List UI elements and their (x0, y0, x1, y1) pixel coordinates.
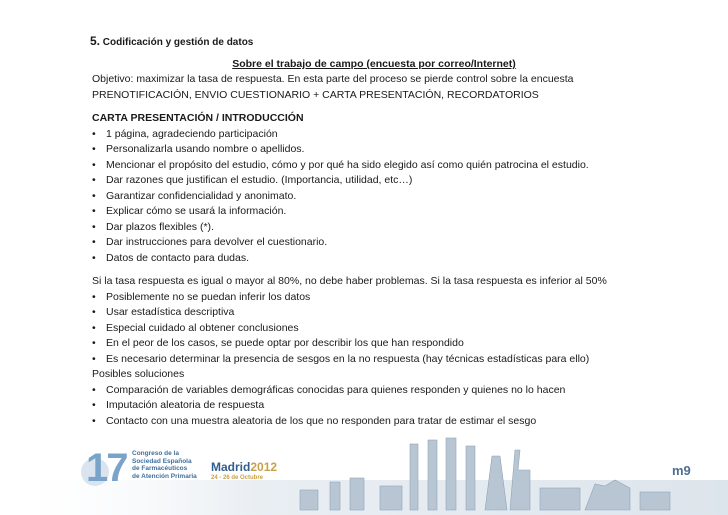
list-item (92, 398, 722, 414)
subtitle-text: Sobre el trabajo de campo (encuesta por correo/Internet) (232, 58, 516, 70)
tasa-intro: Si la tasa respuesta es igual o mayor al 80%, no debe haber problemas. Si la tasa respuesta es inferior al 50% (92, 275, 607, 287)
list-item-text: Comparación de variables demográficas conocidas para quienes responden y quienes no lo hacen (106, 383, 566, 396)
list-item-text: Datos de contacto para dudas. (106, 251, 250, 264)
list-item-text: 1 página, agradeciendo participación (106, 127, 278, 140)
list-item (92, 321, 722, 337)
list-item-text: Personalizarla usando nombre o apellidos. (106, 143, 305, 155)
bullet-icon: • (92, 236, 96, 248)
list-item-text: Dar razones que justifican el estudio. (Importancia, utilidad, etc…) (106, 174, 413, 186)
bullet-icon: • (92, 321, 96, 334)
bullet-icon: • (92, 189, 96, 202)
bullet-icon: • (92, 352, 96, 365)
congress-number (86, 446, 127, 491)
list-item (92, 127, 722, 143)
bullet-icon: • (92, 399, 96, 411)
slide-subtitle (0, 58, 728, 70)
bullet-icon: • (92, 337, 96, 349)
bullet-icon: • (92, 127, 96, 140)
list-item (92, 142, 722, 158)
soluciones-title: Posibles soluciones (92, 368, 185, 380)
list-item-text: En el peor de los casos, se puede optar por describir los que han respondido (106, 337, 464, 349)
list-item (92, 251, 722, 267)
bullet-icon: • (92, 306, 96, 318)
list-item-text: Es necesario determinar la presencia de sesgos en la no respuesta (hay técnicas estadísticas para ello) (106, 352, 590, 365)
event-dates: 24 - 26 de Octubre (211, 475, 264, 481)
sponsor-logo: m9 (672, 463, 691, 478)
intro-line-process: PRENOTIFICACIÓN, ENVIO CUESTIONARIO + CARTA PRESENTACIÓN, RECORDATORIOS (92, 88, 539, 101)
bullet-icon: • (92, 251, 96, 264)
list-item (92, 173, 722, 189)
slide-body (92, 72, 722, 429)
list-item-text: Garantizar confidencialidad y anonimato. (106, 189, 297, 202)
congress-line: Congreso de la (132, 450, 179, 457)
list-item (92, 383, 722, 399)
bullet-icon: • (92, 158, 96, 171)
list-item (92, 189, 722, 205)
list-item-text: Dar instrucciones para devolver el cuestionario. (106, 236, 328, 248)
carta-title: CARTA PRESENTACIÓN / INTRODUCCIÓN (92, 112, 304, 124)
list-item (92, 352, 722, 368)
slide-heading (90, 34, 253, 48)
list-item-text: Imputación aleatoria de respuesta (106, 399, 265, 411)
congress-number-text: 17 (86, 446, 127, 490)
list-item (92, 158, 722, 174)
list-item (92, 235, 722, 251)
bullet-icon: • (92, 205, 96, 217)
congress-line: Sociedad Española (132, 457, 192, 465)
event-city (211, 460, 277, 474)
bullet-icon: • (92, 383, 96, 396)
list-item-text: Usar estadística descriptiva (106, 306, 235, 318)
list-item (92, 204, 722, 220)
bullet-icon: • (92, 174, 96, 186)
year-text: 2012 (250, 460, 278, 474)
list-item (92, 220, 722, 236)
congress-name (132, 450, 197, 480)
list-item (92, 414, 722, 430)
heading-text: Codificación y gestión de datos (102, 37, 254, 48)
list-item-text: Explicar cómo se usará la información. (106, 205, 287, 217)
list-item (92, 290, 722, 306)
list-item-text: Dar plazos flexibles (*). (106, 220, 214, 233)
congress-line: de Farmacéuticos (132, 465, 188, 473)
list-item-text: Mencionar el propósito del estudio, cómo y por qué ha sido elegido así como quién patrocina el estudio. (106, 158, 589, 171)
list-item (92, 336, 722, 352)
list-item (92, 305, 722, 321)
congress-line: de Atención Primaria (132, 472, 197, 480)
list-item-text: Especial cuidado al obtener conclusiones (106, 321, 299, 334)
bullet-icon: • (92, 143, 96, 155)
list-item-text: Contacto con una muestra aleatoria de los que no responden para tratar de estimar el sesgo (106, 414, 537, 427)
heading-number: 5. (90, 34, 101, 48)
intro-line-objective: Objetivo: maximizar la tasa de respuesta. En esta parte del proceso se pierde control sobre la encuesta (92, 73, 574, 85)
city-text: Madrid (211, 460, 251, 474)
bullet-icon: • (92, 290, 96, 303)
bullet-icon: • (92, 220, 96, 233)
list-item-text: Posiblemente no se puedan inferir los datos (106, 290, 311, 303)
bullet-icon: • (92, 414, 96, 427)
